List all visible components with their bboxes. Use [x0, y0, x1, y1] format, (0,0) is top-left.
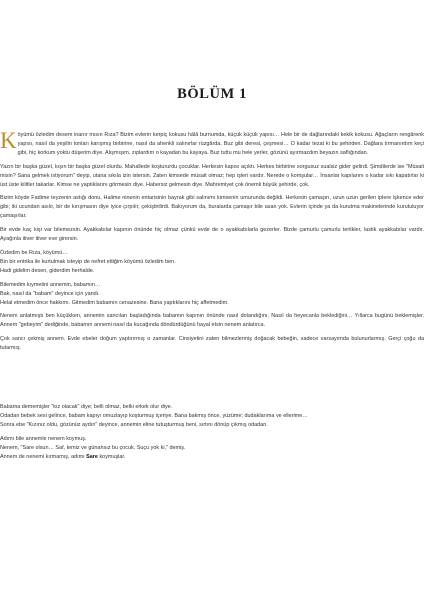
line-group: [0, 281, 424, 308]
name-emphasis: Sare: [86, 453, 98, 460]
line: Helal etmedim önce hakkımı. Gitmedim babamın cenazesine. Bana yaptıklarını hiç affetmedim.: [0, 299, 229, 306]
line-group: [0, 403, 424, 430]
paragraph: Bir evde kaç kişi var bilemezsin. Ayakkabılar kapının önünde hiç olmaz çünkü evde de o ayakkabılarla gezerler. Bizde çamurlu çamurlu terlikler, lastik ayakkabılar vardır. Ayağınla itiver itiver eve girersin.: [0, 227, 424, 243]
line-group: [0, 249, 424, 276]
line: Odadan bebek sesi gelince, babam kapıyı omuzlayıp koşturmuş içeriye. Bana bakmış önce, yüzüme; dudaklarıma ve ellerime…: [0, 412, 308, 419]
paragraph: Nenem anlatmıştı ben küçükken, annemin sancıları başladığında babamın kapının önünde nasıl dolandığını. Nasıl da heyecanla beklediğini… Yıllarca bugünü beklemişler. Annem "gebeyim" dediğinde, babamın annemi nasıl da kucağında döndürdüğünü hayal etsin nenem anlatırca.: [0, 313, 424, 329]
chapter-title: BÖLÜM 1: [177, 86, 247, 102]
text-run: Annem de nenemi kırmamış, adımı: [0, 453, 87, 460]
line-group: [0, 435, 424, 462]
line: Nenem, "Sare olsun… Saf, temiz ve günahsız bu çocuk. Suçu yok ki," demiş.: [0, 444, 186, 451]
intro-text: öyümü özledim desem inanır mısın Rıza? Bizim evlerin kerpiç kokusu hâlâ burnumda, küçük küçük yapısı… Hele bir de dağlarındaki kekik kokusu. Ağaçların rengârenk yapısı, nasıl da yeşilin tonları karışmış birbirine, nasıl da ahenkli salınırlar rüzgârda. Buz gibi deresi, çeşmesi… O kadar tezat ki bu şehirden. Dağlara tırmanırdım keçi gibi, hiç korkum yoktu düşerim diye. Alışmışım, zıplardım o kayadan bu kayaya. Buz tuttu mu hele yerler, gözünü ayırmazdım beyazın saflığından.: [17, 132, 424, 156]
drop-cap: K: [0, 128, 17, 153]
line: [0, 453, 424, 462]
line: Adımı bile annemle nenem koymuş.: [0, 435, 87, 442]
chapter-body: [0, 128, 424, 461]
text-run: koymuşlar.: [97, 453, 126, 460]
line: Hadi gidelim desen, giderdim herhalde.: [0, 267, 95, 274]
line: Sonra ebe "Kızınız oldu, gözünüz aydın" deyince, annemin eline tutuşturmuş beni, sırtını dönüp çıkmış odadan.: [0, 421, 268, 428]
paragraph: Bizim köyde Fadime teyzenin astığı donu, Halime ninenin entarisinin bayrak gibi salınımı kimsenin umurunda değildi. Herkesin çamaşırı, uzun uzun gerilen iplere işkence eder gibi; iki ucundan asılır, bir de kırışmasın diye iyice çırpılır, çekiştirilirdi. Bakıyorum da, buralarda çamaşır bile asan yok. Evlerin içinde ya da kurutma makinelerinde kurutuluyor çamaşırlar.: [0, 195, 424, 220]
line: Bak, nasıl da "babam" deyince için yandı.: [0, 290, 100, 297]
line: Bilemedim kıymetini annemin, babamın…: [0, 281, 101, 288]
line: Özledim be Rıza, köyümü…: [0, 249, 68, 256]
line: Babama dememişler "kız olacak" diye; belli olmaz, belki erkek olur diye.: [0, 404, 173, 411]
paragraph: Yazın bir başka güzel, kışın bir başka güzel olurdu. Mahallede koştururdu çocuklar. Herkesin kapısı açıktı. Herkes birbirine sorgusuz sualsiz gider gelirdi. Şimdilerde ise "Müsait misin? Sana gelmek istiyorum" deyip, utana sıkıla izin istersin. Zaten kimsede müsait olmaz; hep işleri vardır. Nerede o komşular… İnsanlar kapılarını o kadar sıkı kapatırlar ki üst üste kilitler takarlar. Kimse ne yaptıklarını görmesin diye. Habersiz gelmesin diye. Mahremiyet çok önemli büyük şehirde, çok.: [0, 163, 424, 188]
intro-paragraph: [0, 128, 424, 158]
line: Bin bir entrika ile kurtulmak isteyip de nefret ettiğim köyümü özledim ben.: [0, 258, 176, 265]
paragraph: Çok sancı çekmiş annem. Evde ebeler doğum yaptırırmış o zamanlar. Cinsiyetini zaten bilmezlermiş doğacak bebeğin, sadece varsayımda bulunurlarmış. Gerçi çoğu da tutarmış.: [0, 336, 424, 352]
